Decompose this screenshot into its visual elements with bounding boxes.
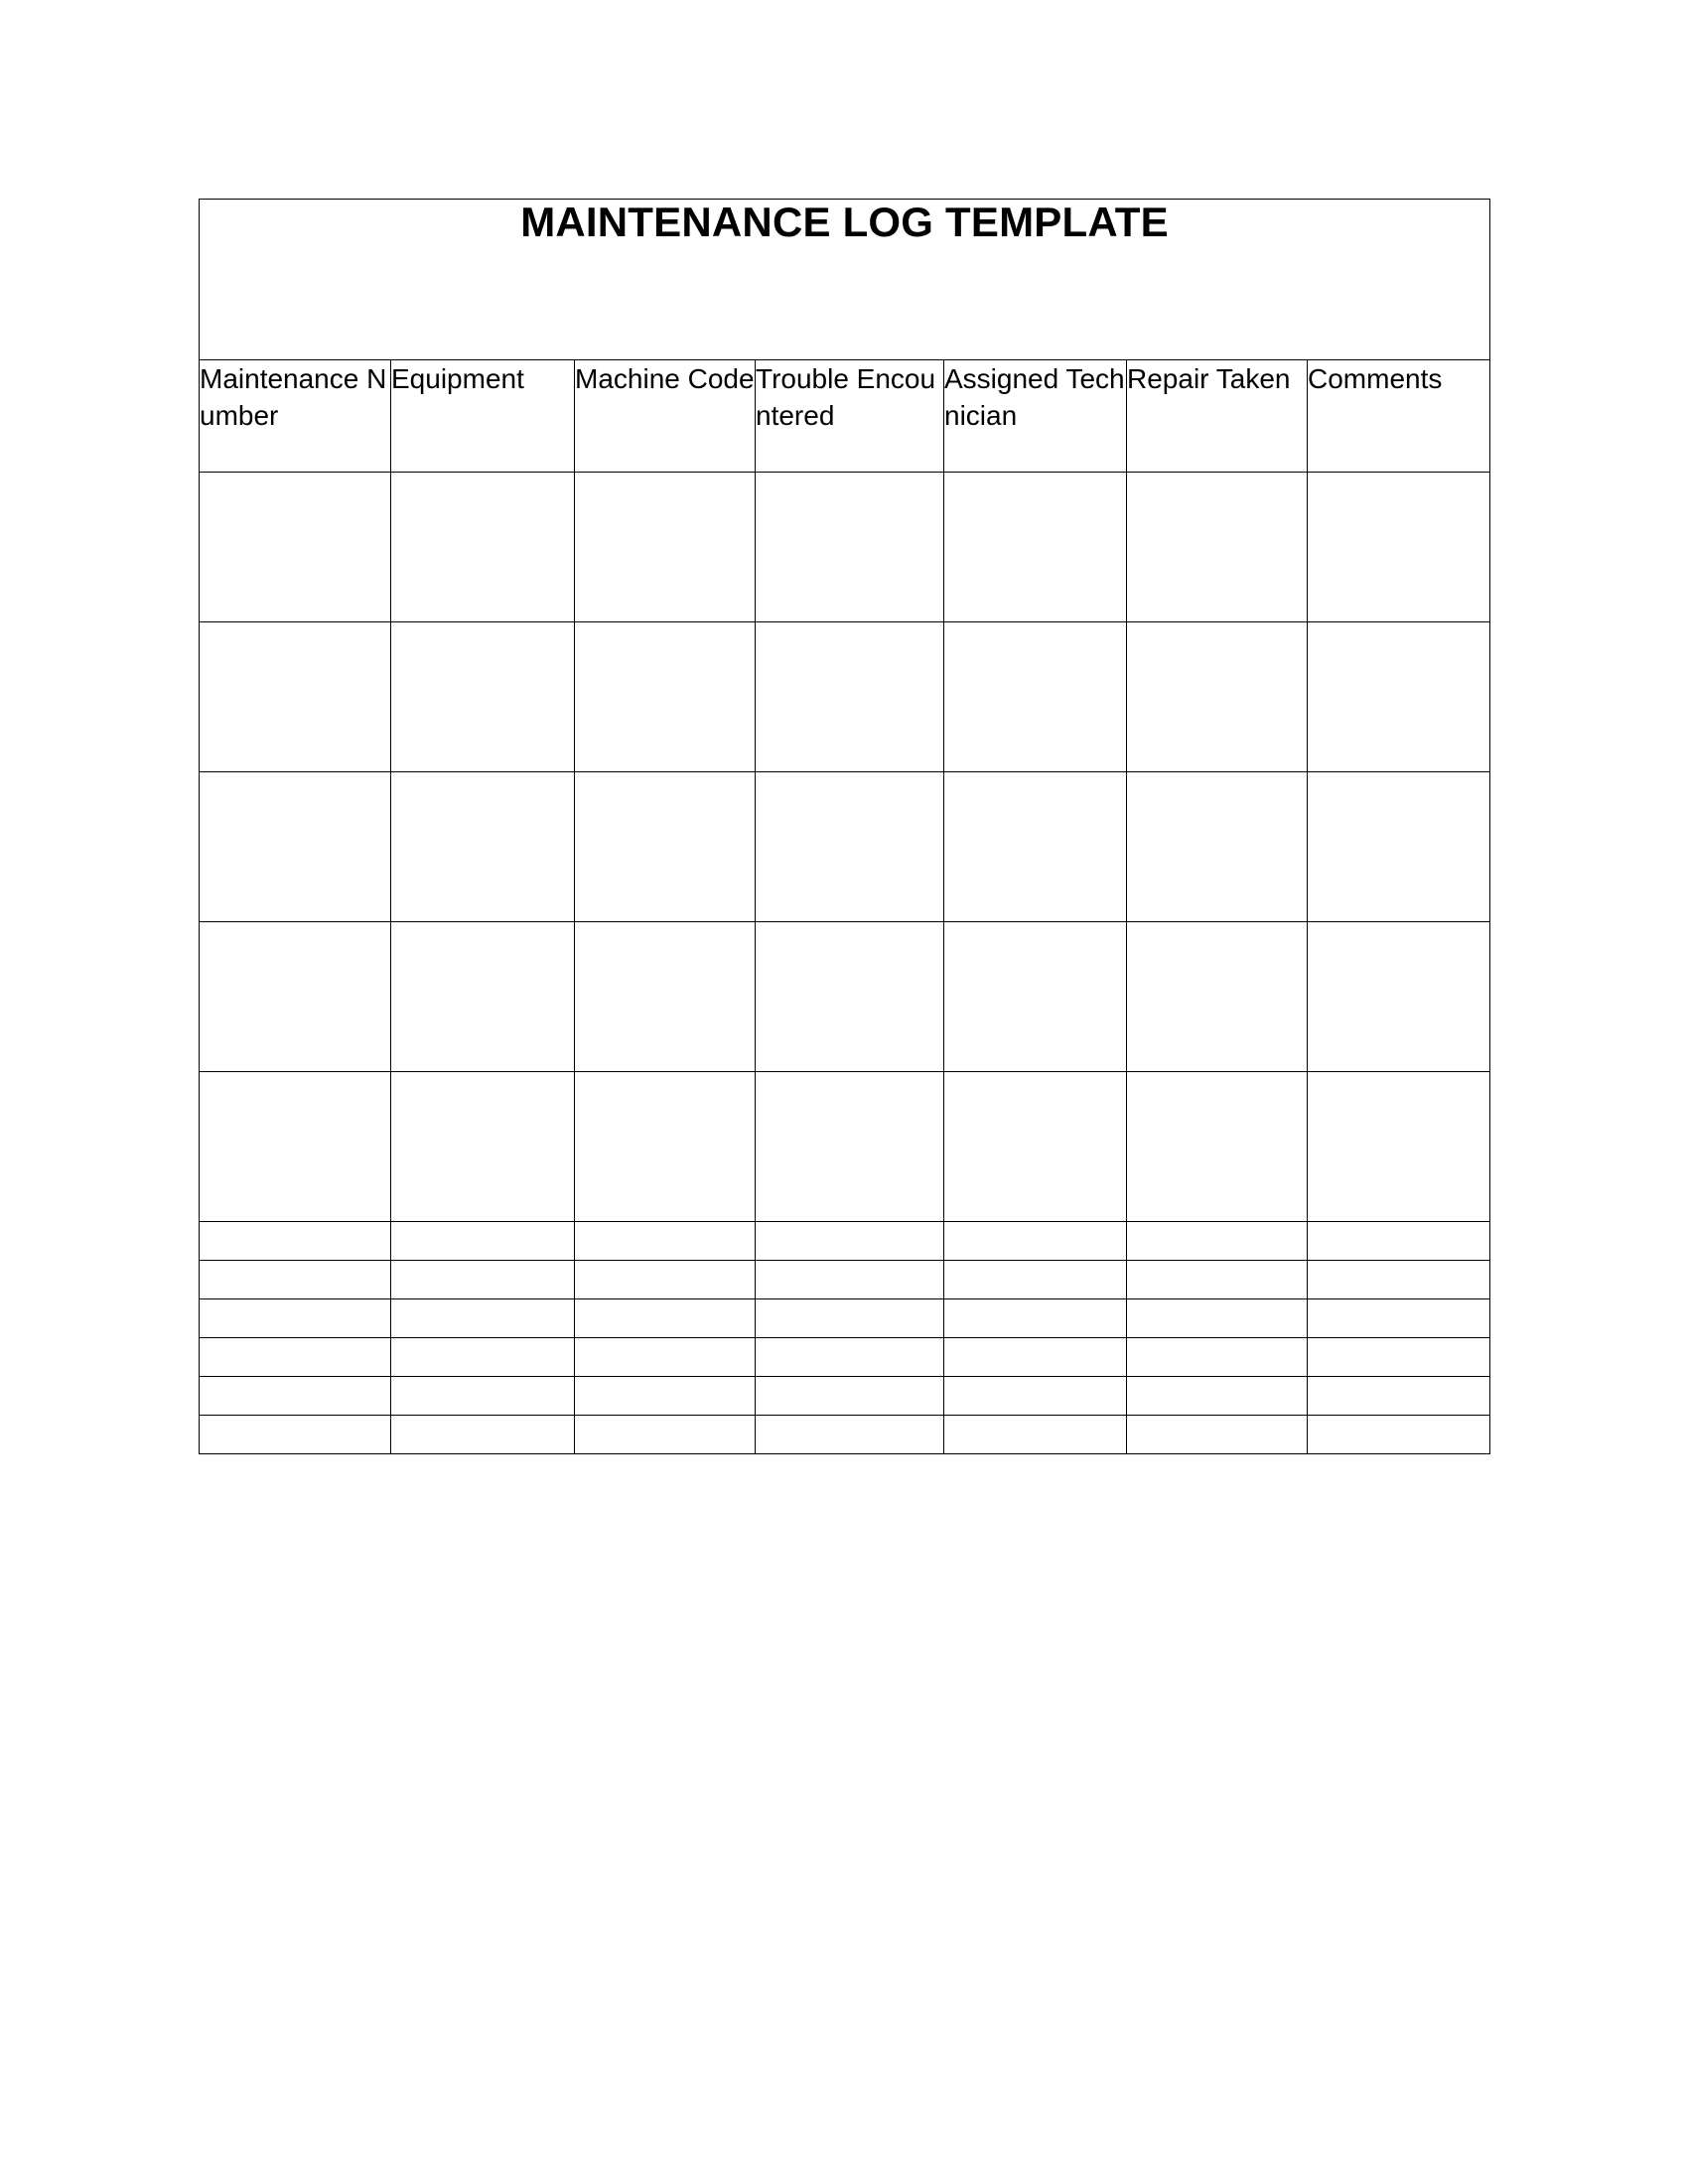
table-cell[interactable] <box>575 1377 756 1416</box>
table-cell[interactable] <box>200 1299 391 1338</box>
table-cell[interactable] <box>391 473 575 622</box>
table-cell[interactable] <box>1127 922 1308 1072</box>
table-cell[interactable] <box>756 1416 944 1454</box>
table-cell[interactable] <box>756 1338 944 1377</box>
column-header-comments: Comments <box>1308 360 1490 473</box>
table-cell[interactable] <box>1127 1222 1308 1261</box>
table-cell[interactable] <box>391 1338 575 1377</box>
table-cell[interactable] <box>200 473 391 622</box>
table-cell[interactable] <box>1127 622 1308 772</box>
table-cell[interactable] <box>944 1261 1127 1299</box>
table-cell[interactable] <box>944 1222 1127 1261</box>
table-cell[interactable] <box>1308 1338 1490 1377</box>
table-cell[interactable] <box>1127 473 1308 622</box>
table-cell[interactable] <box>944 1338 1127 1377</box>
table-cell[interactable] <box>391 1222 575 1261</box>
title-row <box>200 200 1490 360</box>
table-cell[interactable] <box>1308 1416 1490 1454</box>
table-cell[interactable] <box>200 1072 391 1222</box>
table-cell[interactable] <box>944 1072 1127 1222</box>
table-cell[interactable] <box>1127 772 1308 922</box>
header-row <box>200 360 1490 473</box>
table-cell[interactable] <box>1308 1261 1490 1299</box>
table-cell[interactable] <box>756 1299 944 1338</box>
table-cell[interactable] <box>944 622 1127 772</box>
table-cell[interactable] <box>575 922 756 1072</box>
table-cell[interactable] <box>575 1072 756 1222</box>
table-cell[interactable] <box>756 1222 944 1261</box>
maintenance-log-sheet <box>199 199 1489 1454</box>
table-cell[interactable] <box>756 1261 944 1299</box>
table-cell[interactable] <box>200 1261 391 1299</box>
table-cell[interactable] <box>1127 1338 1308 1377</box>
table-cell[interactable] <box>575 1338 756 1377</box>
table-cell[interactable] <box>1127 1299 1308 1338</box>
table-cell[interactable] <box>944 473 1127 622</box>
table-cell[interactable] <box>756 772 944 922</box>
table-cell[interactable] <box>1308 1299 1490 1338</box>
maintenance-log-table <box>199 199 1490 1454</box>
table-cell[interactable] <box>1127 1377 1308 1416</box>
table-cell[interactable] <box>200 772 391 922</box>
table-cell[interactable] <box>575 1222 756 1261</box>
table-cell[interactable] <box>200 1377 391 1416</box>
table-row <box>200 1416 1490 1454</box>
table-row <box>200 1377 1490 1416</box>
table-row <box>200 1261 1490 1299</box>
column-header-equipment: Equipment <box>391 360 575 473</box>
table-cell[interactable] <box>200 1416 391 1454</box>
table-cell[interactable] <box>575 772 756 922</box>
table-cell[interactable] <box>1127 1261 1308 1299</box>
table-row <box>200 1072 1490 1222</box>
column-header-assigned-technician: Assigned Technician <box>944 360 1127 473</box>
table-cell[interactable] <box>1308 622 1490 772</box>
page-title: MAINTENANCE LOG TEMPLATE <box>520 199 1169 245</box>
table-cell[interactable] <box>575 1416 756 1454</box>
table-cell[interactable] <box>944 772 1127 922</box>
table-cell[interactable] <box>1308 473 1490 622</box>
table-cell[interactable] <box>944 1416 1127 1454</box>
table-cell[interactable] <box>1308 922 1490 1072</box>
table-cell[interactable] <box>200 1338 391 1377</box>
table-cell[interactable] <box>200 1222 391 1261</box>
column-header-repair-taken: Repair Taken <box>1127 360 1308 473</box>
table-row <box>200 473 1490 622</box>
table-row <box>200 1338 1490 1377</box>
title-cell <box>200 200 1490 360</box>
table-cell[interactable] <box>1127 1416 1308 1454</box>
column-header-maintenance-number: Maintenance Number <box>200 360 391 473</box>
table-row <box>200 1222 1490 1261</box>
table-cell[interactable] <box>756 1072 944 1222</box>
table-cell[interactable] <box>391 772 575 922</box>
table-cell[interactable] <box>1308 772 1490 922</box>
table-cell[interactable] <box>756 1377 944 1416</box>
table-cell[interactable] <box>200 622 391 772</box>
table-row <box>200 1299 1490 1338</box>
table-cell[interactable] <box>575 1261 756 1299</box>
table-cell[interactable] <box>1308 1222 1490 1261</box>
table-row <box>200 622 1490 772</box>
table-cell[interactable] <box>391 622 575 772</box>
table-cell[interactable] <box>391 922 575 1072</box>
table-cell[interactable] <box>756 622 944 772</box>
table-row <box>200 922 1490 1072</box>
table-cell[interactable] <box>944 1377 1127 1416</box>
table-cell[interactable] <box>1308 1377 1490 1416</box>
table-cell[interactable] <box>391 1416 575 1454</box>
table-cell[interactable] <box>944 1299 1127 1338</box>
table-cell[interactable] <box>391 1261 575 1299</box>
column-header-trouble-encountered: Trouble Encountered <box>756 360 944 473</box>
column-header-machine-code: Machine Code <box>575 360 756 473</box>
table-cell[interactable] <box>575 1299 756 1338</box>
table-cell[interactable] <box>1308 1072 1490 1222</box>
table-cell[interactable] <box>756 922 944 1072</box>
table-row <box>200 772 1490 922</box>
table-cell[interactable] <box>575 622 756 772</box>
table-cell[interactable] <box>391 1377 575 1416</box>
table-cell[interactable] <box>944 922 1127 1072</box>
table-cell[interactable] <box>1127 1072 1308 1222</box>
table-cell[interactable] <box>391 1072 575 1222</box>
table-cell[interactable] <box>391 1299 575 1338</box>
table-cell[interactable] <box>200 922 391 1072</box>
table-cell[interactable] <box>575 473 756 622</box>
table-cell[interactable] <box>756 473 944 622</box>
